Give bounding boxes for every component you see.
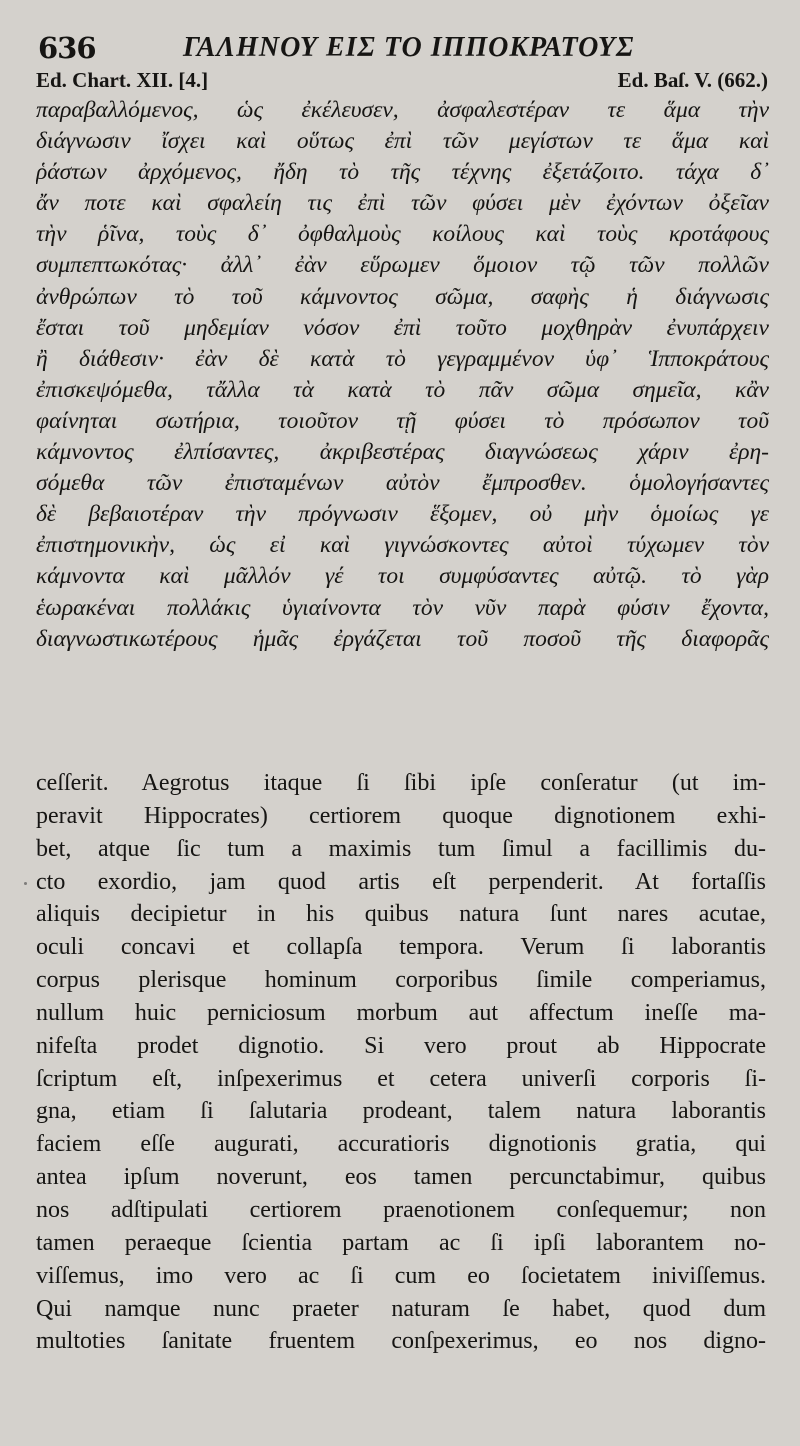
latin-text-line: peravit Hippocrates) certiorem quoque dignotionem exhi- — [36, 802, 766, 829]
running-title: ΓΑΛΗΝΟΥ ΕΙΣ ΤΟ ΙΠΠΟΚΡΑΤΟΥΣ — [183, 32, 635, 63]
running-head — [38, 30, 768, 66]
greek-text-line: δὲ βεβαιοτέραν τὴν πρόγνωσιν ἕξομεν, οὐ μὴν ὁμοίως γε — [36, 501, 769, 528]
latin-text-line: ſcriptum eſt, inſpexerimus et cetera univerſi corporis ſi- — [36, 1065, 766, 1092]
latin-text-line: nullum huic perniciosum morbum aut affectum ineſſe ma- — [36, 999, 766, 1026]
print-speck — [24, 882, 27, 885]
greek-text-line: ἐπιστημονικὴν, ὡς εἰ καὶ γιγνώσκοντες αὐτοὶ τύχωμεν τὸν — [36, 532, 769, 559]
greek-text-line: ἄν ποτε καὶ σφαλείη τις ἐπὶ τῶν φύσει μὲν ἐχόντων ὀξεῖαν — [36, 190, 769, 217]
latin-text-line: antea ipſum noverunt, eos tamen percunctabimur, quibus — [36, 1164, 766, 1191]
greek-text-line: διαγνωστικωτέρους ἡμᾶς ἐργάζεται τοῦ ποσοῦ τῆς διαφορᾶς — [36, 625, 769, 652]
latin-text-block — [36, 767, 766, 1358]
greek-text-line: ἔσται τοῦ μηδεμίαν νόσον ἐπὶ τοῦτο μοχθηρὰν ἐνυπάρχειν — [36, 314, 769, 341]
latin-text-line: gna, etiam ſi ſalutaria prodeant, talem natura laborantis — [36, 1098, 766, 1125]
page-number: 636 — [38, 31, 96, 65]
latin-text-line: bet, atque ſic tum a maximis tum ſimul a facillimis du- — [36, 835, 766, 862]
greek-text-line: ἀνθρώπων τὸ τοῦ κάμνοντος σῶμα, σαφὴς ἡ διάγνωσις — [36, 283, 769, 310]
latin-text-line: viſſemus, imo vero ac ſi cum eo ſocietatem iniviſſemus. — [36, 1262, 766, 1289]
latin-text-line: corpus plerisque hominum corporibus ſimile comperiamus, — [36, 967, 766, 994]
latin-text-line: oculi concavi et collapſa tempora. Verum ſi laborantis — [36, 934, 766, 961]
greek-text-line: κάμνοντος ἐλπίσαντες, ἀκριβεστέρας διαγνώσεως χάριν ἐρη- — [36, 439, 769, 466]
greek-text-line: ῥάστων ἀρχόμενος, ἤδη τὸ τῆς τέχνης ἐξετάζοιτο. τάχα δ᾽ — [36, 159, 769, 186]
greek-text-line: φαίνηται σωτήρια, τοιοῦτον τῇ φύσει τὸ πρόσωπον τοῦ — [36, 407, 769, 434]
greek-text-line: ἑωρακέναι πολλάκις ὑγιαίνοντα τὸν νῦν παρὰ φύσιν ἔχοντα, — [36, 594, 769, 621]
greek-text-line: σόμεθα τῶν ἐπισταμένων αὐτὸν ἔμπροσθεν. ὁμολογήσαντες — [36, 470, 769, 497]
latin-text-line: Qui namque nunc praeter naturam ſe habet, quod dum — [36, 1295, 766, 1322]
greek-text-line: κάμνοντα καὶ μᾶλλόν γέ τοι συμφύσαντες αὐτῷ. τὸ γὰρ — [36, 563, 769, 590]
latin-text-line: multoties ſanitate fruentem conſpexerimus, eo nos digno- — [36, 1328, 766, 1355]
edition-chartier-reference: Ed. Chart. XII. [4.] — [36, 68, 209, 92]
greek-text-block — [36, 95, 769, 655]
latin-text-line: nifeſta prodet dignotio. Si vero prout ab Hippocrate — [36, 1032, 766, 1059]
latin-text-line: ceſſerit. Aegrotus itaque ſi ſibi ipſe conſeratur (ut im- — [36, 770, 766, 796]
greek-text-line: ἢ διάθεσιν· ἐὰν δὲ κατὰ τὸ γεγραμμένον ὑφ᾽ Ἱπποκράτους — [36, 345, 769, 372]
latin-text-line: tamen peraeque ſcientia partam ac ſi ipſi laborantem no- — [36, 1229, 766, 1256]
greek-text-line: ἐπισκεψόμεθα, τἄλλα τὰ κατὰ τὸ πᾶν σῶμα σημεῖα, κἂν — [36, 376, 769, 403]
latin-text-line: faciem eſſe augurati, accuratioris dignotionis gratia, qui — [36, 1131, 766, 1158]
greek-text-line: διάγνωσιν ἴσχει καὶ οὕτως ἐπὶ τῶν μεγίστων τε ἅμα καὶ — [36, 128, 769, 155]
greek-text-line: παραβαλλόμενος, ὡς ἐκέλευσεν, ἀσφαλεστέραν τε ἅμα τὴν — [36, 97, 769, 123]
latin-text-line: aliquis decipietur in his quibus natura ſunt nares acutae, — [36, 901, 766, 928]
greek-text-line: συμπεπτωκότας· ἀλλ᾽ ἐὰν εὕρωμεν ὅμοιον τῷ τῶν πολλῶν — [36, 252, 769, 279]
greek-text-line: τὴν ῥῖνα, τοὺς δ᾽ ὀφθαλμοὺς κοίλους καὶ τοὺς κροτάφους — [36, 221, 769, 248]
latin-text-line: cto exordio, jam quod artis eſt perpenderit. At fortaſſis — [36, 868, 766, 895]
edition-reference-line — [36, 65, 768, 95]
edition-basel-reference: Ed. Baſ. V. (662.) — [617, 68, 768, 92]
latin-text-line: nos adſtipulati certiorem praenotionem conſequemur; non — [36, 1196, 766, 1223]
